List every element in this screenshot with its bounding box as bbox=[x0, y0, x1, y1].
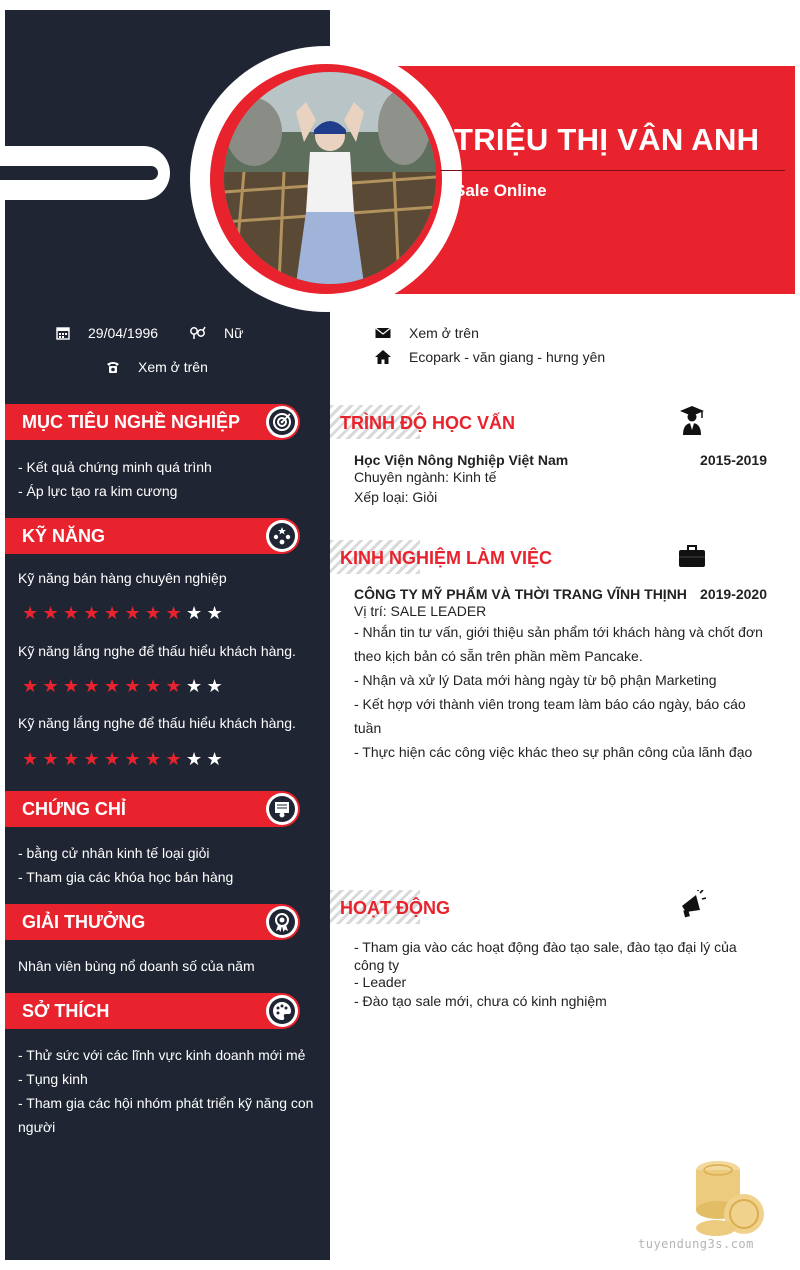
skill-label: Kỹ năng lắng nghe để thấu hiểu khách hàng. bbox=[18, 715, 296, 731]
list-item: - Kết quả chứng minh quá trình bbox=[18, 459, 212, 475]
school-name: Học Viện Nông Nghiệp Việt Nam bbox=[354, 452, 569, 468]
experience-heading bbox=[330, 540, 775, 576]
list-item: - Thực hiện các công việc khác theo sự phân công của lãnh đạo bbox=[354, 744, 753, 760]
list-item: - Tham gia các hội nhóm phát triển kỹ năng con bbox=[18, 1095, 314, 1111]
star-filled-icon: ★ bbox=[22, 603, 39, 623]
skill-rating bbox=[22, 677, 227, 695]
profile-photo bbox=[224, 72, 436, 284]
list-item: công ty bbox=[354, 957, 400, 973]
star-filled-icon: ★ bbox=[83, 603, 100, 623]
star-filled-icon: ★ bbox=[165, 603, 182, 623]
name-divider bbox=[440, 170, 785, 171]
phone-info bbox=[106, 359, 208, 375]
certificates-text bbox=[18, 841, 233, 889]
star-filled-icon: ★ bbox=[83, 749, 100, 769]
awards-title: GIẢI THƯỞNG bbox=[22, 912, 146, 932]
phone-text: Xem ở trên bbox=[138, 359, 208, 375]
list-item: - Tham gia các khóa học bán hàng bbox=[18, 869, 234, 885]
skill-rating bbox=[22, 604, 227, 622]
palette-icon bbox=[269, 998, 295, 1024]
objective-title: MỤC TIÊU NGHỀ NGHIỆP bbox=[22, 412, 241, 432]
star-filled-icon: ★ bbox=[42, 603, 59, 623]
phone-icon bbox=[106, 360, 120, 374]
star-empty-icon: ★ bbox=[186, 676, 203, 696]
hobbies-text bbox=[18, 1043, 313, 1139]
star-empty-icon: ★ bbox=[186, 603, 203, 623]
activities-text bbox=[354, 937, 737, 1011]
experience-title: KINH NGHIỆM LÀM VIỆC bbox=[340, 548, 553, 568]
list-item: - Nhận và xử lý Data mới hàng ngày từ bộ phận Marketing bbox=[354, 672, 717, 688]
graduate-icon bbox=[678, 405, 706, 435]
experience-years: 2019-2020 bbox=[700, 586, 767, 602]
target-icon bbox=[269, 409, 295, 435]
calendar-icon bbox=[56, 326, 70, 340]
address-info bbox=[375, 349, 605, 365]
list-item: - Nhắn tin tư vấn, giới thiệu sản phẩm tới khách hàng và chốt đơn bbox=[354, 624, 763, 640]
experience-duties bbox=[354, 620, 763, 764]
star-filled-icon: ★ bbox=[104, 749, 121, 769]
coins-icon bbox=[688, 1158, 768, 1238]
list-item: - Áp lực tạo ra kim cương bbox=[18, 483, 178, 499]
awards-text bbox=[18, 954, 255, 978]
email-text: Xem ở trên bbox=[409, 325, 479, 341]
list-item: - Đào tạo sale mới, chưa có kinh nghiệm bbox=[354, 993, 607, 1009]
education-years: 2015-2019 bbox=[700, 452, 767, 468]
skills-title: KỸ NĂNG bbox=[22, 526, 106, 546]
briefcase-icon bbox=[678, 542, 706, 572]
star-filled-icon: ★ bbox=[42, 676, 59, 696]
star-filled-icon: ★ bbox=[63, 603, 80, 623]
birthday-text: 29/04/1996 bbox=[88, 325, 159, 341]
star-filled-icon: ★ bbox=[22, 749, 39, 769]
star-filled-icon: ★ bbox=[63, 749, 80, 769]
hobbies-heading bbox=[5, 993, 300, 1029]
job-title: Sale Online bbox=[454, 181, 547, 200]
objective-text bbox=[18, 455, 212, 503]
awards-heading bbox=[5, 904, 300, 940]
star-empty-icon: ★ bbox=[186, 749, 203, 769]
skills-icon bbox=[269, 523, 295, 549]
star-filled-icon: ★ bbox=[145, 603, 162, 623]
star-filled-icon: ★ bbox=[145, 749, 162, 769]
list-item: theo kịch bản có sẵn trên phần mềm Pancake. bbox=[354, 648, 643, 664]
star-filled-icon: ★ bbox=[104, 676, 121, 696]
email-icon bbox=[375, 326, 391, 340]
address-text: Ecopark - văn giang - hưng yên bbox=[409, 349, 606, 365]
star-filled-icon: ★ bbox=[22, 676, 39, 696]
skill-label: Kỹ năng lắng nghe để thấu hiểu khách hàng. bbox=[18, 643, 296, 659]
activities-title: HOẠT ĐỘNG bbox=[340, 898, 450, 918]
star-filled-icon: ★ bbox=[124, 676, 141, 696]
star-filled-icon: ★ bbox=[83, 676, 100, 696]
skill-rating bbox=[22, 750, 227, 768]
star-filled-icon: ★ bbox=[124, 749, 141, 769]
skills-heading bbox=[5, 518, 300, 554]
list-item: - Leader bbox=[354, 974, 407, 990]
list-item: - Thử sức với các lĩnh vực kinh doanh mới mẻ bbox=[18, 1047, 306, 1063]
star-filled-icon: ★ bbox=[63, 676, 80, 696]
certificates-title: CHỨNG CHỈ bbox=[22, 799, 126, 819]
gender-icon bbox=[188, 326, 206, 340]
watermark: tuyendung3s.com bbox=[638, 1237, 754, 1251]
experience-position: Vị trí: SALE LEADER bbox=[354, 603, 487, 619]
education-grade: Xếp loại: Giỏi bbox=[354, 489, 438, 505]
education-title: TRÌNH ĐỘ HỌC VẤN bbox=[340, 413, 515, 433]
list-item: - Tụng kinh bbox=[18, 1071, 88, 1087]
home-icon bbox=[375, 350, 391, 364]
company-name: CÔNG TY MỸ PHẨM VÀ THỜI TRANG VĨNH THỊNH bbox=[354, 586, 687, 602]
activities-heading bbox=[330, 890, 775, 926]
star-filled-icon: ★ bbox=[145, 676, 162, 696]
objective-heading bbox=[5, 404, 300, 440]
list-item: - Tham gia vào các hoạt động đào tạo sale, đào tạo đại lý của bbox=[354, 939, 737, 955]
decorative-pill-inner bbox=[0, 166, 158, 180]
list-item: - Kết hợp với thành viên trong team làm báo cáo ngày, báo cáo bbox=[354, 696, 746, 712]
star-empty-icon: ★ bbox=[206, 676, 223, 696]
star-filled-icon: ★ bbox=[124, 603, 141, 623]
star-filled-icon: ★ bbox=[42, 749, 59, 769]
list-item: Nhân viên bùng nổ doanh số của năm bbox=[18, 958, 255, 974]
birthday-info bbox=[56, 325, 158, 341]
list-item: - bằng cử nhân kinh tế loại giỏi bbox=[18, 845, 210, 861]
list-item: tuần bbox=[354, 720, 382, 736]
skill-label: Kỹ năng bán hàng chuyên nghiệp bbox=[18, 570, 227, 586]
star-filled-icon: ★ bbox=[165, 749, 182, 769]
list-item: người bbox=[18, 1119, 56, 1135]
gender-info bbox=[188, 325, 243, 341]
certificates-heading bbox=[5, 791, 300, 827]
candidate-name: TRIỆU THỊ VÂN ANH bbox=[454, 122, 760, 157]
education-major: Chuyên ngành: Kinh tế bbox=[354, 469, 497, 485]
certificate-icon bbox=[269, 796, 295, 822]
award-icon bbox=[269, 909, 295, 935]
education-heading bbox=[330, 405, 775, 441]
megaphone-icon bbox=[678, 890, 706, 920]
gender-text: Nữ bbox=[224, 325, 244, 341]
email-info bbox=[375, 325, 479, 341]
hobbies-title: SỞ THÍCH bbox=[22, 1001, 110, 1021]
star-empty-icon: ★ bbox=[206, 603, 223, 623]
star-empty-icon: ★ bbox=[206, 749, 223, 769]
star-filled-icon: ★ bbox=[165, 676, 182, 696]
star-filled-icon: ★ bbox=[104, 603, 121, 623]
